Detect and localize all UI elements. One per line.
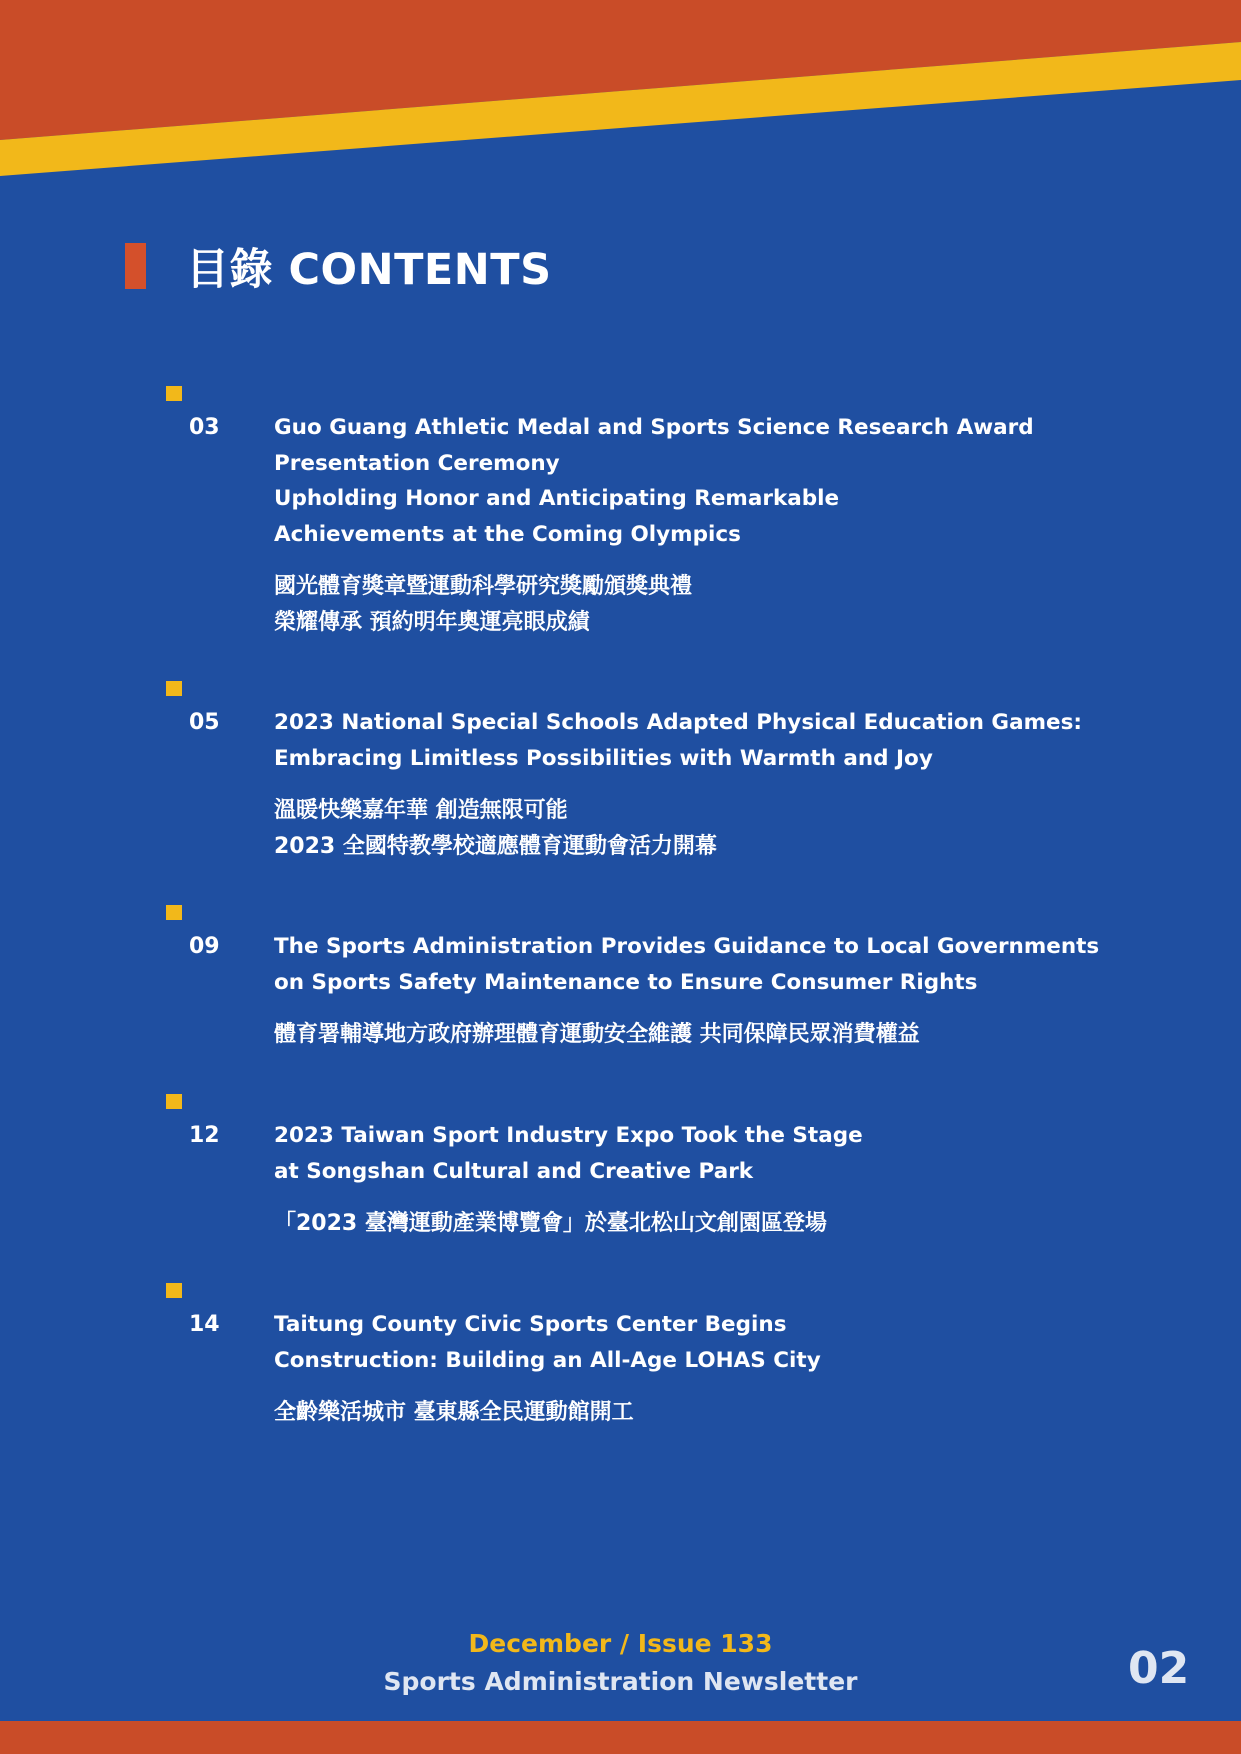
bullet-square-icon xyxy=(166,905,182,920)
bullet-square-icon xyxy=(166,1283,182,1298)
entry-page-number: 03 xyxy=(189,415,220,440)
entry-page-number: 05 xyxy=(189,710,220,735)
entry-chinese-title: 「2023 臺灣運動產業博覽會」於臺北松山文創園區登場 xyxy=(274,1211,827,1236)
entry-english-title: 2023 National Special Schools Adapted Physical Education Games: Embracing Limitless Possibilities with Warmth and Joy xyxy=(274,710,1082,771)
bottom-band xyxy=(0,1721,1241,1754)
entry-page-number: 14 xyxy=(189,1312,220,1337)
entry-english-title: Taitung County Civic Sports Center Begins Construction: Building an All-Age LOHAS City xyxy=(274,1312,821,1373)
page-title: 目錄 CONTENTS xyxy=(186,244,552,295)
page-number: 02 xyxy=(1128,1643,1190,1694)
newsletter-name: Sports Administration Newsletter xyxy=(383,1667,858,1696)
entry-page-number: 09 xyxy=(189,934,220,959)
entry-chinese-title: 體育署輔導地方政府辦理體育運動安全維護 共同保障民眾消費權益 xyxy=(274,1022,920,1047)
entry-chinese-title: 國光體育獎章暨運動科學研究獎勵頒獎典禮 榮耀傳承 預約明年奧運亮眼成績 xyxy=(274,574,693,635)
entry-english-title: The Sports Administration Provides Guidance to Local Governments on Sports Safety Maintenance to Ensure Consumer Rights xyxy=(274,934,1100,995)
entry-english-title: Guo Guang Athletic Medal and Sports Science Research Award Presentation Ceremony Upholding Honor and Anticipating Remarkable Achievements at the Coming Olympics xyxy=(274,415,1034,547)
entry-english-title: 2023 Taiwan Sport Industry Expo Took the Stage at Songshan Cultural and Creative Park xyxy=(274,1123,863,1184)
bullet-square-icon xyxy=(166,681,182,696)
entry-chinese-title: 溫暖快樂嘉年華 創造無限可能 2023 全國特教學校適應體育運動會活力開幕 xyxy=(274,798,717,859)
entry-page-number: 12 xyxy=(189,1123,220,1148)
contents-heading xyxy=(125,238,552,294)
top-diagonal-banner xyxy=(0,0,1241,180)
issue-label: December / Issue 133 xyxy=(468,1629,773,1658)
bullet-square-icon xyxy=(166,386,182,401)
heading-accent-bar xyxy=(125,243,146,289)
bullet-square-icon xyxy=(166,1094,182,1109)
entry-chinese-title: 全齡樂活城市 臺東縣全民運動館開工 xyxy=(274,1400,634,1425)
